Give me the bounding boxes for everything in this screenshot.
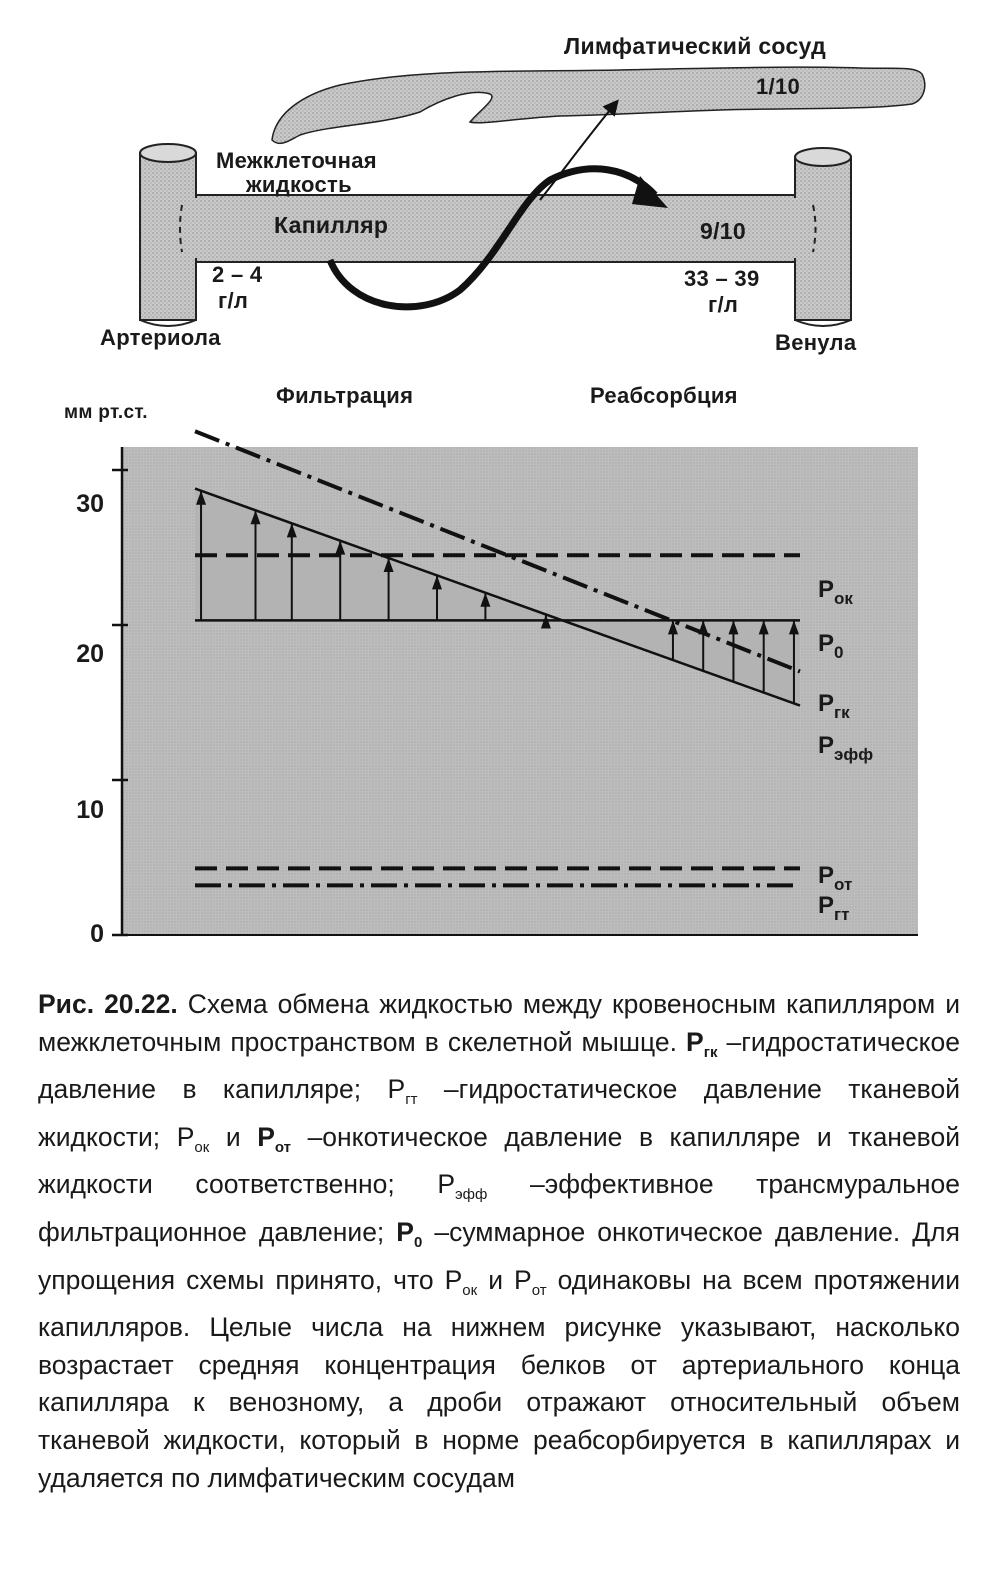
capillary-label: Капилляр (274, 212, 389, 238)
reabsorb-fraction-label: 9/10 (700, 218, 746, 244)
figure-number: Рис. 20.22. (38, 989, 178, 1019)
venule-label: Венула (775, 330, 857, 355)
series-label-p-ok: $P_{ок}$ (818, 576, 853, 608)
y-axis-unit-label: мм рт.ст. (64, 402, 148, 423)
lymph-vessel-label: Лимфатический сосуд (564, 33, 826, 59)
series-label-p-eff: $P_{эфф}$ (818, 732, 874, 764)
arteriole-label: Артериола (100, 325, 221, 350)
arterial-conc-value: 2 – 4 (212, 262, 263, 287)
series-label-p-ot: $P_{от}$ (818, 862, 853, 894)
reabsorption-region-label: Реабсорбция (590, 383, 738, 408)
lymph-fraction-label: 1/10 (756, 74, 801, 99)
filtration-region-label: Фильтрация (276, 383, 414, 408)
series-label-p-gt: $P_{гт}$ (818, 892, 850, 924)
y-tick-label: 10 (76, 796, 104, 824)
y-tick-label: 30 (76, 490, 104, 518)
figure-caption: Рис. 20.22. Схема обмена жидкостью между кровеносным капилляром и межклеточным пространством в скелетной мышце. $P_{гк}$ –гидростатическое давление в капилляре; $P_{гт}$ –гидростатическое давление тканевой жидкости; $P_{ок}$ и $P_{от}$ –онкотическое давление в капилляре и тканевой жидкости соответственно; $P_{эфф}$ –эффективное трансмуральное фильтрационное давление; $P_0$ –суммарное онкотическое давление. Для упрощения схемы принято, что $P_{ок}$ и $P_{от}$ одинаковы на всем протяжении капилляров. Целые числа на нижнем рисунке указывают, насколько возрастает средняя концентрация белков от артериального конца капилляра к венозному, а дроби отражают относительный объем тканевой жидкости, который в норме реабсорбируется в капиллярах и удаляется по лимфатическим сосудам (38, 989, 961, 1493)
y-tick-label: 20 (76, 640, 104, 668)
series-label-p-0: $P_0$ (818, 630, 844, 662)
interstitial-label-1: Межклеточная (216, 148, 377, 173)
y-tick-label: 0 (90, 920, 104, 948)
venous-conc-value: 33 – 39 (684, 266, 760, 291)
interstitial-label-2: жидкость (246, 172, 352, 197)
series-label-p-gk: $P_{гк}$ (818, 690, 850, 722)
venous-conc-unit: г/л (708, 292, 739, 317)
arterial-conc-unit: г/л (218, 288, 249, 313)
